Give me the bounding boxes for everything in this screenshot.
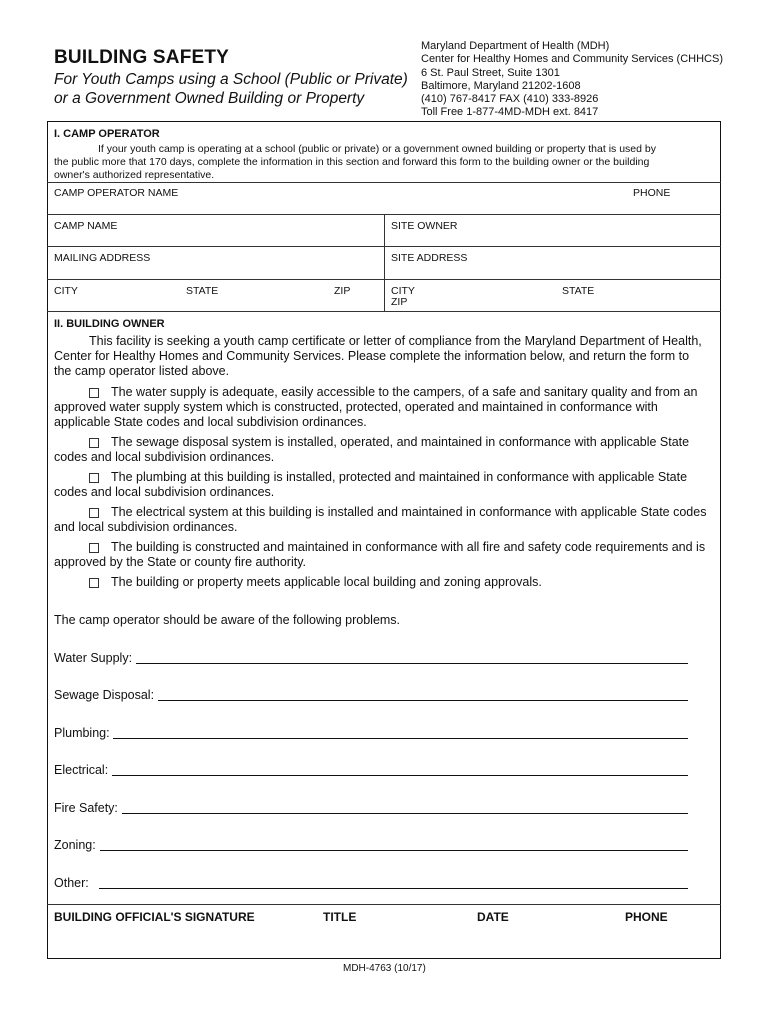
section-2-intro-1: This facility is seeking a youth camp certificate or letter of compliance from the Maryland Department of Health, <box>89 334 702 348</box>
check-text: and local subdivision ordinances. <box>54 520 238 534</box>
check-text: applicable State codes and local subdivision ordinances. <box>54 415 367 429</box>
section-1-intro-2: the public more that 170 days, complete the information in this section and forward this form to the building owner or the building <box>54 156 650 168</box>
check-item-electrical <box>89 505 706 520</box>
electrical-checkbox[interactable] <box>89 508 99 518</box>
plumbing-label: Plumbing: <box>54 726 110 740</box>
operator-phone-field[interactable]: PHONE <box>633 187 671 199</box>
subtitle-line-2: or a Government Owned Building or Property <box>54 90 365 107</box>
section-1-intro-1: If your youth camp is operating at a school (public or private) or a government owned building or property that is used by <box>98 143 656 155</box>
electrical-line[interactable] <box>112 775 688 776</box>
electrical-label: Electrical: <box>54 763 109 777</box>
site-city-field[interactable]: CITY <box>391 285 415 297</box>
check-text: approved by the State or county fire authority. <box>54 555 306 569</box>
zoning-checkbox[interactable] <box>89 578 99 588</box>
section-2-intro-2: Center for Healthy Homes and Community Services. Please complete the information below, and return the form to <box>54 349 690 363</box>
site-address-field[interactable]: SITE ADDRESS <box>391 252 468 264</box>
sewage-checkbox[interactable] <box>89 438 99 448</box>
water-checkbox[interactable] <box>89 388 99 398</box>
other-label: Other: <box>54 876 89 890</box>
column-divider <box>384 214 385 311</box>
fire-safety-label: Fire Safety: <box>54 801 118 815</box>
check-text: codes and local subdivision ordinances. <box>54 485 275 499</box>
water-supply-line[interactable] <box>136 663 688 664</box>
site-owner-field[interactable]: SITE OWNER <box>391 220 458 232</box>
problems-intro: The camp operator should be aware of the following problems. <box>54 613 401 627</box>
agency-toll-free: Toll Free 1-877-4MD-MDH ext. 8417 <box>421 106 599 118</box>
zip-field[interactable]: ZIP <box>334 285 351 297</box>
plumbing-checkbox[interactable] <box>89 473 99 483</box>
agency-street: 6 St. Paul Street, Suite 1301 <box>421 67 560 79</box>
official-date-field[interactable]: DATE <box>477 910 509 924</box>
check-text: approved water supply system which is constructed, protected, operated and maintained in conformance with <box>54 400 658 414</box>
camp-operator-name-field[interactable]: CAMP OPERATOR NAME <box>54 187 179 199</box>
check-text: The sewage disposal system is installed, operated, and maintained in conformance with applicable State <box>111 435 690 449</box>
subtitle-line-1: For Youth Camps using a School (Public or Private) <box>54 71 408 88</box>
site-state-field[interactable]: STATE <box>562 285 595 297</box>
fire-safety-line[interactable] <box>122 813 688 814</box>
other-line[interactable] <box>99 888 688 889</box>
official-signature-field[interactable]: BUILDING OFFICIAL'S SIGNATURE <box>54 910 255 924</box>
water-supply-label: Water Supply: <box>54 651 133 665</box>
check-item-plumbing <box>89 470 687 485</box>
check-text: The electrical system at this building is installed and maintained in conformance with applicable State codes <box>111 505 707 519</box>
official-phone-field[interactable]: PHONE <box>625 910 668 924</box>
agency-name: Maryland Department of Health (MDH) <box>421 40 610 52</box>
check-text: The building is constructed and maintained in conformance with all fire and safety code requirements and is <box>111 540 706 554</box>
check-item-fire <box>89 540 705 555</box>
check-item-sewage <box>89 435 689 450</box>
check-text: The building or property meets applicable local building and zoning approvals. <box>111 575 542 589</box>
sewage-disposal-label: Sewage Disposal: <box>54 688 155 702</box>
mailing-address-field[interactable]: MAILING ADDRESS <box>54 252 151 264</box>
agency-city: Baltimore, Maryland 21202-1608 <box>421 80 581 92</box>
form-id: MDH-4763 (10/17) <box>343 963 426 974</box>
camp-name-field[interactable]: CAMP NAME <box>54 220 118 232</box>
zoning-label: Zoning: <box>54 838 96 852</box>
city-field[interactable]: CITY <box>54 285 78 297</box>
fire-checkbox[interactable] <box>89 543 99 553</box>
divider <box>47 904 721 905</box>
check-item-water <box>89 385 697 400</box>
sewage-disposal-line[interactable] <box>158 700 688 701</box>
check-text: The plumbing at this building is installed, protected and maintained in conformance with applicable State <box>111 470 688 484</box>
official-title-field[interactable]: TITLE <box>323 910 357 924</box>
section-1-intro-3: owner's authorized representative. <box>54 169 215 181</box>
state-field[interactable]: STATE <box>186 285 219 297</box>
agency-center: Center for Healthy Homes and Community Services (CHHCS) <box>421 53 723 65</box>
divider <box>47 182 721 183</box>
check-text: codes and local subdivision ordinances. <box>54 450 275 464</box>
zoning-line[interactable] <box>100 850 688 851</box>
section-2-heading: II. BUILDING OWNER <box>54 318 165 330</box>
section-1-heading: I. CAMP OPERATOR <box>54 128 160 140</box>
check-text: The water supply is adequate, easily accessible to the campers, of a safe and sanitary quality and from an <box>111 385 698 399</box>
page-title: BUILDING SAFETY <box>54 47 230 68</box>
check-item-zoning <box>89 575 542 590</box>
agency-phone-fax: (410) 767-8417 FAX (410) 333-8926 <box>421 93 599 105</box>
section-2-intro-3: the camp operator listed above. <box>54 364 230 378</box>
divider <box>47 311 721 312</box>
site-zip-field[interactable]: ZIP <box>391 296 408 308</box>
plumbing-line[interactable] <box>113 738 688 739</box>
